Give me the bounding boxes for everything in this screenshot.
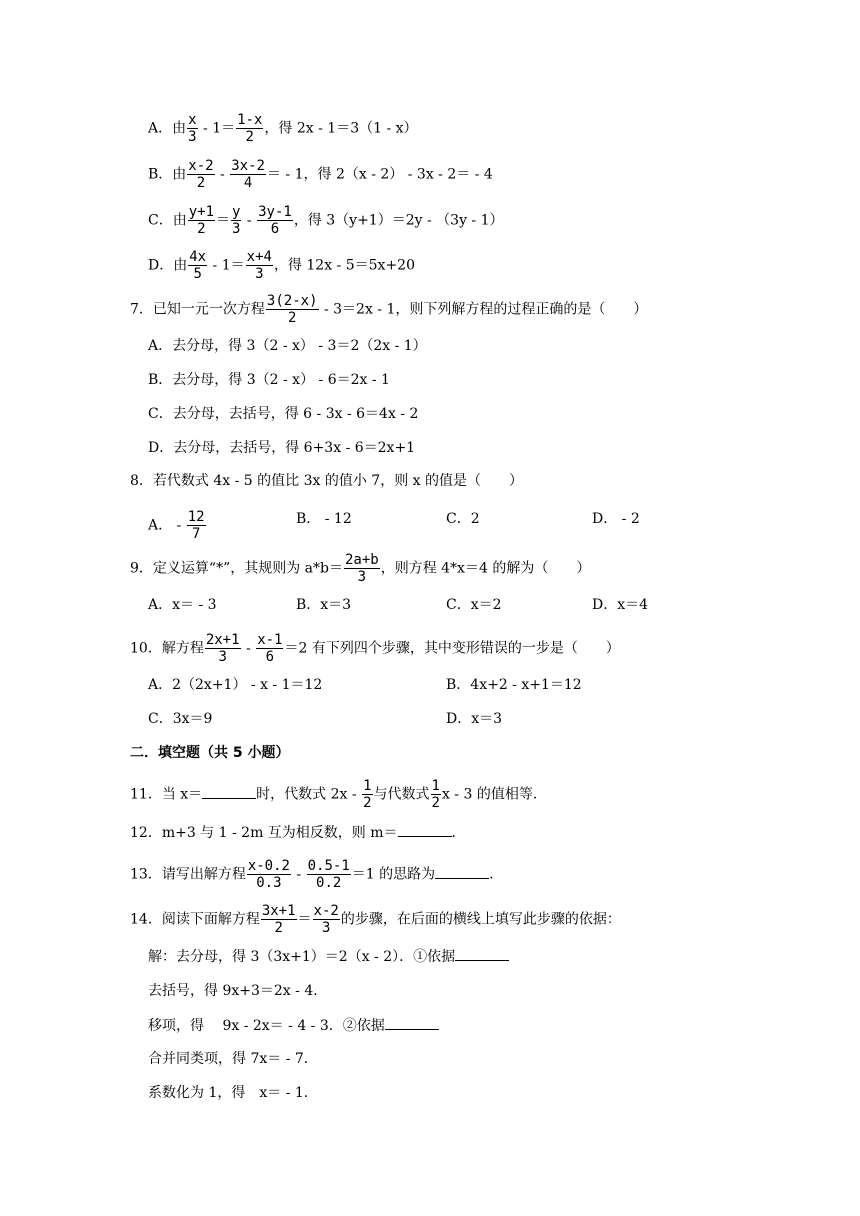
q14-step-5: 系数化为 1，得 x＝ - 1． bbox=[148, 1085, 318, 1101]
text: ，则方程 4*x＝4 的解为（ ） bbox=[380, 560, 591, 577]
numerator: 1 bbox=[363, 778, 372, 794]
fraction bbox=[344, 552, 380, 585]
numerator: x-1 bbox=[257, 632, 283, 648]
fraction bbox=[266, 293, 319, 326]
fraction bbox=[431, 778, 441, 811]
numerator: 2a+b bbox=[344, 552, 379, 568]
q10-option-a: A．2（2x+1） - x - 1＝12 bbox=[148, 677, 323, 693]
text: ． bbox=[451, 825, 466, 841]
q6-option-a bbox=[148, 112, 418, 145]
text: - bbox=[215, 166, 230, 183]
q14-step-3 bbox=[148, 1015, 439, 1036]
option-d-label: D．由 bbox=[148, 257, 188, 274]
text: 时，代数式 2x - bbox=[256, 786, 362, 803]
fraction bbox=[261, 903, 297, 936]
numerator: y bbox=[232, 204, 241, 220]
q7-option-a: A．去分母，得 3（2 - x） - 3＝2（2x - 1） bbox=[148, 338, 427, 354]
q10-option-b: B．4x+2 - x+1＝12 bbox=[446, 677, 582, 693]
fraction bbox=[188, 204, 215, 237]
text: 13．请写出解方程 bbox=[130, 866, 246, 883]
denominator: 2 bbox=[197, 221, 206, 237]
numerator: x-2 bbox=[188, 158, 214, 174]
denominator: 2 bbox=[274, 920, 283, 936]
q11 bbox=[130, 778, 547, 811]
text: ＝2 有下列四个步骤，其中变形错误的一步是（ ） bbox=[284, 640, 620, 657]
text: - 1＝ bbox=[198, 120, 236, 137]
text: ，得 12x - 5＝5x+20 bbox=[273, 257, 415, 274]
text: ＝1 的思路为 bbox=[351, 866, 436, 883]
fraction bbox=[257, 204, 293, 237]
text: - bbox=[241, 640, 256, 657]
numerator: x-0.2 bbox=[247, 858, 290, 874]
q8-option-d: D． - 2 bbox=[592, 511, 640, 527]
q7-option-c: C．去分母，去括号，得 6 - 3x - 6＝4x - 2 bbox=[148, 406, 419, 422]
text: - bbox=[291, 866, 306, 883]
text: ＝ bbox=[297, 911, 312, 928]
numerator: 1 bbox=[431, 778, 440, 794]
text: - 1＝ bbox=[208, 257, 245, 274]
numerator: 3(2-x) bbox=[266, 293, 318, 309]
section-heading: 二．填空题（共 5 小题） bbox=[130, 745, 290, 761]
q12 bbox=[130, 822, 466, 843]
q7-option-d: D．去分母，去括号，得 6+3x - 6＝2x+1 bbox=[148, 440, 416, 456]
denominator: 2 bbox=[287, 310, 297, 326]
q9-option-a: A．x＝ - 3 bbox=[148, 597, 217, 613]
numerator: 2x+1 bbox=[205, 632, 240, 648]
denominator: 2 bbox=[245, 129, 254, 145]
answer-blank[interactable] bbox=[398, 822, 452, 837]
q10-option-c: C．3x＝9 bbox=[148, 711, 213, 727]
q10-option-d: D．x＝3 bbox=[446, 711, 503, 727]
text: ＝ bbox=[216, 212, 231, 229]
fraction bbox=[247, 858, 291, 891]
denominator: 2 bbox=[196, 175, 206, 191]
denominator: 3 bbox=[255, 266, 264, 282]
fraction bbox=[187, 158, 214, 191]
q13 bbox=[130, 858, 503, 891]
fraction bbox=[246, 249, 273, 282]
denominator: 2 bbox=[363, 795, 372, 811]
denominator: 3 bbox=[357, 569, 367, 585]
numerator: x bbox=[188, 112, 197, 128]
q6-option-b bbox=[148, 158, 493, 191]
fraction bbox=[187, 112, 197, 145]
answer-blank[interactable] bbox=[385, 1015, 439, 1030]
numerator: 0.5-1 bbox=[307, 858, 350, 874]
answer-blank[interactable] bbox=[202, 784, 256, 799]
fraction bbox=[307, 858, 351, 891]
q14-step-2: 去括号，得 9x+3＝2x - 4． bbox=[148, 983, 328, 999]
q10-stem bbox=[130, 632, 620, 665]
fraction bbox=[205, 632, 241, 665]
q7-stem bbox=[130, 293, 647, 326]
text: ＝ - 1，得 2（x - 2） - 3x - 2＝ - 4 bbox=[266, 166, 493, 183]
fraction bbox=[236, 112, 263, 145]
q8-option-b: B． - 12 bbox=[296, 511, 352, 527]
text: 7．已知一元一次方程 bbox=[130, 301, 265, 318]
text: 解：去分母，得 3（3x+1）＝2（x - 2）．①依据 bbox=[148, 949, 456, 965]
text: x - 3 的值相等． bbox=[441, 786, 547, 803]
fraction bbox=[188, 249, 207, 282]
denominator: 3 bbox=[321, 920, 331, 936]
fraction bbox=[313, 903, 340, 936]
q9-option-c: C．x＝2 bbox=[446, 597, 502, 613]
denominator: 5 bbox=[193, 266, 202, 282]
q6-option-d bbox=[148, 249, 415, 282]
fraction bbox=[187, 509, 206, 542]
denominator: 3 bbox=[218, 649, 227, 665]
numerator: 1-x bbox=[237, 112, 263, 128]
denominator: 3 bbox=[188, 129, 197, 145]
text: 11．当 x＝ bbox=[130, 786, 203, 803]
denominator: 0.3 bbox=[256, 875, 282, 891]
text: - bbox=[242, 212, 257, 229]
numerator: x+4 bbox=[246, 249, 272, 265]
denominator: 3 bbox=[232, 221, 241, 237]
q6-option-c bbox=[148, 204, 504, 237]
q8-option-c: C．2 bbox=[446, 511, 480, 527]
option-a-label: A．由 bbox=[148, 120, 187, 137]
denominator: 6 bbox=[265, 649, 275, 665]
numerator: x-2 bbox=[313, 903, 339, 919]
answer-blank[interactable] bbox=[455, 946, 509, 961]
q14-step-4: 合并同类项，得 7x＝ - 7． bbox=[148, 1051, 318, 1067]
q8-stem: 8．若代数式 4x - 5 的值比 3x 的值小 7，则 x 的值是（ ） bbox=[130, 473, 524, 489]
text: 移项，得 9x - 2x＝ - 4 - 3．②依据 bbox=[148, 1018, 385, 1034]
fraction bbox=[256, 632, 283, 665]
text: 10．解方程 bbox=[130, 640, 204, 657]
text: 9．定义运算“*”，其规则为 a*b＝ bbox=[130, 560, 343, 577]
fraction bbox=[230, 158, 266, 191]
q7-option-b: B．去分母，得 3（2 - x） - 6＝2x - 1 bbox=[148, 372, 390, 388]
denominator: 0.2 bbox=[316, 875, 342, 891]
option-c-label: C．由 bbox=[148, 212, 187, 229]
text: ． bbox=[489, 866, 504, 883]
numerator: y+1 bbox=[188, 204, 215, 220]
text: A． - bbox=[148, 517, 186, 534]
numerator: 3x+1 bbox=[261, 903, 296, 919]
text: 的步骤，在后面的横线上填写此步骤的依据： bbox=[340, 911, 621, 928]
fraction bbox=[362, 778, 372, 811]
denominator: 6 bbox=[270, 221, 280, 237]
q9-option-d: D．x＝4 bbox=[592, 597, 649, 613]
text: ，得 2x - 1＝3（1 - x） bbox=[264, 120, 418, 137]
text: ，得 3（y+1）＝2y - （3y - 1） bbox=[293, 212, 504, 229]
denominator: 2 bbox=[431, 795, 440, 811]
q14-step-1 bbox=[148, 946, 509, 967]
text: 14．阅读下面解方程 bbox=[130, 911, 260, 928]
denominator: 4 bbox=[243, 175, 253, 191]
text: - 3＝2x - 1，则下列解方程的过程正确的是（ ） bbox=[319, 301, 648, 318]
numerator: 3x-2 bbox=[231, 158, 265, 174]
numerator: 12 bbox=[187, 509, 205, 525]
q9-option-b: B．x＝3 bbox=[296, 597, 352, 613]
text: 与代数式 bbox=[373, 786, 430, 803]
numerator: 4x bbox=[189, 249, 207, 265]
fraction bbox=[231, 204, 241, 237]
q9-stem bbox=[130, 552, 590, 585]
option-b-label: B．由 bbox=[148, 166, 187, 183]
q8-option-a bbox=[148, 509, 207, 542]
text: 12．m+3 与 1 - 2m 互为相反数，则 m＝ bbox=[130, 825, 398, 841]
numerator: 3y-1 bbox=[258, 204, 292, 220]
q14-stem bbox=[130, 903, 621, 936]
denominator: 7 bbox=[191, 526, 201, 542]
answer-blank[interactable] bbox=[435, 864, 489, 879]
